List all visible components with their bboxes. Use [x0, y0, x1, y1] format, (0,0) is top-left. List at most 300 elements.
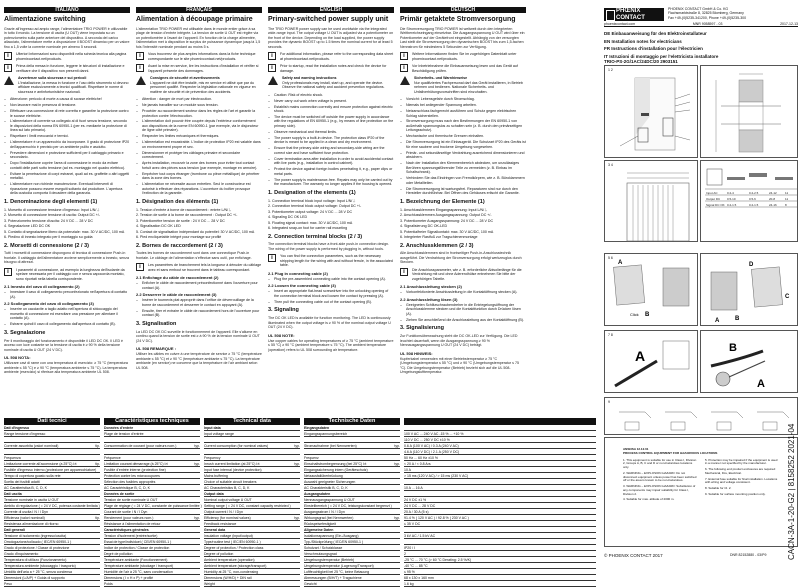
element-item: 4. Signalisation DC OK LED: [136, 224, 181, 229]
info-note: [268, 254, 394, 267]
svg-text:A: A: [635, 348, 646, 364]
element-item: 3. Potenziometro tensione d'uscita: 24 V DC ... 28 V DC: [4, 218, 93, 223]
warning-title: Avvertenze sulla sicurezza e sui pericoli: [18, 76, 87, 81]
row-typ: typ.: [394, 516, 400, 520]
table-value-cell: 4.6 A (110 V DC) / 2.1 A (250 V DC): [404, 449, 596, 455]
ul-item: 3. WARNING – EXPLOSION HAZARD: Substitution of any components may impair suitability for Class I, Division 2.: [623, 484, 696, 496]
figure-dismounting: [700, 253, 798, 326]
language-header: ENGLISH: [268, 7, 394, 13]
row-label: Caractéristiques générales: [104, 528, 149, 532]
row-label: Courant de sortie I N / I Dyn: [104, 510, 148, 514]
row-label: Einschaltstrombegrenzung (bei 25°C) I²t: [304, 462, 367, 466]
svg-text:0.2-4: 0.2-4: [727, 191, 734, 195]
info-note: [400, 64, 526, 73]
svg-text:20-8: 20-8: [769, 197, 776, 201]
row-label: Ausgangsstrom I N / I Dyn: [304, 510, 345, 514]
safety-bullet: – Evitare la penetrazione di corpi estranei, quali ad es. graffette o altri oggetti metallici.: [4, 172, 130, 181]
section-heading: 2. Connection terminal blocks (2 / 3): [268, 233, 363, 240]
language-header: DEUTSCH: [400, 7, 526, 13]
side-view-drawing: [605, 161, 699, 243]
row-label: Ambient temperature (storage/transport): [204, 564, 267, 568]
row-label: Dati uscita: [4, 492, 22, 496]
safety-bullet: – Prevedere dimensioni e protezione sufficienti per il cablaggio primario e secondario.: [4, 151, 130, 160]
table-header: Caractéristiques techniques: [104, 418, 200, 425]
svg-text:0.2-1.5: 0.2-1.5: [727, 203, 737, 207]
row-typ: typ.: [294, 444, 300, 448]
figure-side-view: [604, 160, 698, 242]
row-label: Grado di protezione / Classe di protezione: [4, 546, 70, 550]
warning-body: L'appareil ne doit être installé, mis en service et utilisé que par du personnel qualifié. Respecter la législation nationale en vigueur en matière de sécurité et de prévention des accidents.: [150, 80, 256, 94]
ul-box-subtitle: PROCESS CONTROL EQUIPMENT FOR HAZARDOUS LOCATIONS: [623, 450, 718, 455]
info-icon: i: [268, 254, 276, 262]
svg-text:Click: Click: [630, 312, 639, 317]
info-icon: i: [4, 268, 12, 276]
section-title: Alimentazione switching: [4, 16, 86, 23]
info-note-text: Vor Inbetriebnahme die Einbauanweisung lesen und das Gerät auf Beschädigung prüfen.: [412, 64, 518, 73]
row-label: Choice of suitable circuit breakers: [204, 480, 257, 484]
row-label: Température ambiante (Fonctionnement): [104, 558, 168, 562]
info-note: [400, 52, 526, 61]
mnr-number: MNR 9058597 - 03: [692, 22, 723, 26]
svg-text:B: B: [729, 342, 737, 354]
row-label: Gewicht: [304, 582, 317, 586]
info-icon: i: [136, 52, 144, 60]
subsection-heading: 2.2 Anschlussleitung lösen (3): [400, 296, 458, 302]
dimensions-drawing: [701, 66, 799, 159]
row-label: Range tensione d'ingresso: [4, 432, 46, 436]
warning-body: L'installazione, la messa in funzione e l'uso dello strumento si devono affidare esclusivamente a tecnici qualificati. Rispettare le norme di sicurezza e antinfortunistiche nazionali.: [18, 80, 129, 94]
row-label: Dimensioni (L/A/P) + Guida di supporto: [4, 576, 65, 580]
svg-text:11: 11: [785, 191, 789, 195]
svg-text:24-16: 24-16: [769, 203, 777, 207]
row-label: Ausgangsdaten: [304, 492, 331, 496]
row-label: Limitation courant démarrage (à 25°C) I²t: [104, 462, 168, 466]
row-typ: typ.: [194, 444, 200, 448]
info-note: [136, 52, 262, 61]
warning-title: Safety and warning instructions: [282, 76, 337, 81]
warning-block: [268, 76, 394, 89]
ul-item: 8. Suitable for Cl. 2.: [705, 486, 732, 490]
product-name: TRIO-PS-2G/1AC/24DC/20 2903151: [604, 59, 678, 64]
info-icon: i: [136, 263, 144, 271]
figure-tag: 3 4: [608, 163, 613, 167]
row-label: Stromaufnahme (bei Nennwerten): [304, 444, 357, 448]
table-technical-data: [204, 418, 300, 587]
table-value-cell: 91.4 % ( 120 V AC ) / 92.8 % ( 230 V AC ): [404, 515, 596, 521]
row-typ: typ.: [194, 462, 200, 466]
row-label: Plage de tension d'entrée: [104, 432, 144, 436]
table-value-cell: 10 A: [404, 467, 596, 473]
column-deutsch: [400, 7, 526, 378]
svg-text:B: B: [735, 316, 740, 322]
svg-text:11: 11: [785, 197, 789, 201]
row-label: Ambito di regolazione ( = 24 V DC, potenza costante limitata ): [4, 504, 100, 508]
row-label: Degré de pollution: [104, 552, 133, 556]
info-note-text: Les paramètres de branchement tels la longueur à dénuder du câblage avec et sans embout se trouvent dans le tableau correspondant.: [148, 263, 262, 272]
safety-bullet: – Respecter les limites mécaniques et thermiques.: [136, 134, 262, 138]
section-heading: 1. Bezeichnung der Elemente (1): [400, 198, 485, 205]
device-front-drawing: [605, 66, 699, 159]
title-it: IT Istruzioni di montaggio per l'elettricista installatore: [604, 53, 719, 59]
row-label: Umgebungstemperatur (Betrieb): [304, 558, 355, 562]
table-value-cell: 1.6 kg: [404, 581, 596, 587]
info-note-text: I parametri di connessione, ad esempio la lunghezza dell'isolante da spelare necessaria per il cablaggio con e senza capocorda montato, sono riportati nella tabella corrispondente.: [16, 267, 125, 281]
section-heading: 2. Bornes de raccordement (2 / 3): [136, 242, 223, 249]
info-note: [4, 52, 130, 61]
safety-bullet: – Rispettare i limiti meccanici e termici.: [4, 134, 130, 138]
safety-bullet: – Dimensionner et protéger les câblages primaire et secondaire correctement.: [136, 151, 262, 160]
column-francais: [136, 7, 262, 373]
row-label: Tensione nominale in uscita U OUT: [4, 498, 59, 502]
safety-bullet: – Never carry out work when voltage is present.: [268, 99, 394, 103]
section-heading: 1. Désignation des éléments (1): [136, 198, 219, 205]
connection-parameters-table: [701, 161, 799, 216]
table-header: Technische Daten: [304, 418, 400, 425]
element-item: 6. Piedino di innesto integrato per il montaggio su guida: [4, 235, 93, 240]
section-paragraph: La LED DC OK DC surveille le fonctionnement de l'appareil. Elle s'allume en continu quand la tension de sortie est ≥ à 90 % de la tension nominale U OUT (24 V DC).: [136, 329, 260, 343]
warning-body: Nur qualifiziertes Fachpersonal darf das Gerät installieren, in Betrieb nehmen und bedienen. Nationale Sicherheits- und Unfallverhütungsvorschriften sind einzuhalten.: [414, 80, 523, 94]
intro-paragraph: Die Stromversorgung TRIO POWER ist weltweit durch den integrierten Weitbereichseingang einsetzbar. Die Ausgangsspannung U OUT wird über ein Potentiometer auf der Gerätefront eingestellt. Abhängig von der versorgten Last stellt die Stromversorgung den dynamischen BOOST bis zum 1,5-fachen Nennstrom für mindestens 5 Sekunden zur Verfügung.: [400, 26, 525, 49]
figure-derating: [604, 397, 798, 435]
info-note: [4, 64, 130, 73]
row-label: Consommation de courant (pour valeurs nom.): [104, 444, 177, 448]
table-technische-daten: [304, 418, 400, 587]
info-note: [4, 268, 130, 281]
row-label: Mains buffering: [204, 474, 228, 478]
row-label: Corrente assorbita (valori nominali): [4, 444, 59, 448]
row-label: Ambient temperature (operation): [204, 558, 255, 562]
safety-bullet: – Vorsicht: Lebensgefahr durch Stromschlag.: [400, 97, 526, 101]
warning-triangle-icon: [400, 76, 410, 85]
warning-triangle-icon: [4, 76, 14, 85]
row-label: Scelta dei fusibili adatti: [4, 480, 40, 484]
element-item: 2. Morsetto di connessione tensione di uscita: Output DC +/-: [4, 213, 100, 218]
info-icon: i: [4, 64, 12, 72]
figure-tag: 9: [608, 400, 610, 404]
element-item: 3. Potentiomètre tension de sortie : 24 V DC ... 28 V DC: [136, 218, 225, 223]
row-label: Frequency: [204, 456, 221, 460]
row-label: Essai de type/individuel ( CEI/EN 60950-1 ): [104, 540, 172, 544]
row-label: Umidità dell'aria a + 25 °C, senza condensa: [4, 570, 72, 574]
table-value-cell: > 15 ms (120 V AC) / > 15 ms (230 V AC): [404, 473, 596, 479]
info-icon: i: [400, 64, 408, 72]
row-label: Allgemeine Daten: [304, 528, 334, 532]
row-label: Inrush current limitation (at 25°C) I²t: [204, 462, 260, 466]
info-note-text: Vous trouverez de plus amples informations dans la fiche technique correspondante sur le site phoenixcontact.net/products.: [148, 52, 256, 61]
element-item: 4. Segnalazione LED DC OK: [4, 224, 51, 229]
ul-note-text: Utiliser les câbles en cuivre à une température de service ≥ 75 °C (température ambiante ≤ 55 °C) et ≥ 90 °C (température ambiante ≤ 75 °C). La température ambiante (en service) ne concerne que la température de l'air ambiant selon UL 508.: [136, 352, 262, 370]
row-typ: tip.: [95, 516, 100, 520]
company-address: PHOENIX CONTACT GmbH & Co. KG Flachsmarktstraße 8, 32825 Blomberg, Germany Fax +49-(0)5235-341200, Phone +49-(0)5235-300: [668, 7, 747, 20]
section-paragraph: Alle Anschlussklemmen sind in frontseitiger Push-in-Anschlusstechnik ausgeführt. Die Verdrahtung der Stromversorgung erfolgt werkzeuglos durch Stecken.: [400, 251, 522, 265]
table-header: [404, 418, 596, 425]
document-titles: [604, 31, 718, 62]
svg-text:B: B: [645, 312, 650, 318]
row-label: Dimensions (W/H/D) + DIN rail: [204, 576, 252, 580]
document-meta-line: [604, 22, 798, 27]
ul-item: 5. Protection may be impaired if the equipment is used in a manner not specified by the manufacturer.: [705, 457, 778, 466]
svg-text:A: A: [715, 318, 720, 324]
safety-bullet: – Effettuare una connessione di rete corretta e garantire la protezione contro le scosse elettriche.: [4, 109, 130, 118]
element-item: 2. Anschlussklemmen Ausgangsspannung: Output DC +/-: [400, 213, 492, 218]
row-label: Wirkungsgrad (bei Nennwerten): [304, 516, 354, 520]
title-fr: FR Instructions d'installation pour l'électricien: [604, 46, 703, 52]
title-en: EN Installation notes for electricians: [604, 38, 682, 44]
subsection-heading: 2.1 Enfichage du câble de raccordement (2): [136, 275, 219, 281]
safety-bullet: – L'alimentation est encastrable. L'indice de protection IP20 est valable dans un environnement propre et sec.: [136, 140, 262, 149]
column-italiano: [4, 7, 130, 378]
warning-block: [4, 76, 130, 94]
row-label: Umgebungstemperatur (Lagerung/Transport): [304, 564, 374, 568]
intro-paragraph: L'alimentation TRIO POWER est utilisable dans le monde entier grâce à sa plage de tension d'entrée intégrée. La tension de sortie U OUT est réglée via un potentiomètre à l'avant de l'appareil. En fonction de la charge alimentée, l'alimentation met à disposition le surplus de puissance dynamique jusqu'à 1,5 fois l'intensité nominale pendant au moins 5 s.: [136, 26, 261, 49]
info-note-text: For additional information, please refer to the corresponding data sheet at phoenixcontact.net/products.: [280, 52, 394, 61]
element-item: 6. Integrierter Rastfuß zur Tragschienenmontage: [400, 235, 478, 240]
row-label: Eingangsspannungsbereich: [304, 432, 348, 436]
ul-item: 1. This equipment is suitable for use in Class I, Division 2, Groups A, B, C and D or non-hazardous locations only.: [623, 457, 697, 469]
element-item: 2. Connection terminal block output voltage: Output DC +/-: [268, 204, 362, 209]
warning-text: [150, 76, 262, 94]
row-label: Peso: [4, 582, 12, 586]
warning-text: [18, 76, 130, 94]
ul-box-items: [623, 459, 779, 503]
warning-triangle-icon: [268, 76, 278, 85]
element-item: 6. Pied encliquetable intégré pour montage sur profilé: [136, 235, 222, 240]
website-link[interactable]: phoenixcontact.com: [604, 22, 636, 26]
row-label: Humidité de l'air à 25 °C, sans condensation: [104, 570, 173, 574]
info-icon: i: [268, 64, 276, 72]
row-label: Dati generali: [4, 528, 26, 532]
section-heading: 1. Denominazione degli elementi (1): [4, 198, 98, 205]
safety-bullet: – L'alimentation ne nécessite aucun entretien. Seul le constructeur est autorisé à effectuer des réparations. L'ouverture du boîtier provoque l'extinction de la garantie.: [136, 182, 262, 195]
info-icon: i: [400, 268, 408, 276]
section-paragraph: Zur Funktionsüberwachung steht die DC OK-LED zur Verfügung. Die LED leuchtet dauerhaft, wenn die Ausgangsspannung ≥ 90 % Nennausgangsspannung U OUT (24 V DC) beträgt.: [400, 334, 518, 348]
row-label: Dimensions ( l x H x P) + profilé: [104, 576, 154, 580]
table-value-cell: ≤ 35 V DC: [404, 521, 596, 527]
mounting-drawing: [605, 254, 699, 327]
warning-block: [400, 76, 526, 94]
row-label: Input fuse internal (device protection): [204, 468, 262, 472]
ul-note-text: Kupferkabel verwenden mit einer Betriebstemperatur ≥ 75 °C (Umgebungstemperatur ≤ 55 °C) und ≥ 90 °C (Umgebungstemperatur ≤ 75 °C). Die Umgebungstemperatur (Betrieb) bezieht sich auf die UL 508-Umgebungslufttemperatur.: [400, 356, 520, 375]
table-value-cell: -25 °C ... 70 °C (> 60 °C Derating: 2.5 %/K): [404, 557, 596, 563]
table-value-cell: 0.6 A (100 V AC) / 0.3 A (240 V AC): [404, 443, 596, 449]
section-paragraph: The DC OK LED is available for function monitoring. The LED is continuously illuminated when the output voltage is ≥ 90 % of the nominal output voltage U OUT (24 V DC).: [268, 316, 391, 330]
svg-text:24-12: 24-12: [769, 191, 777, 195]
language-header: ITALIANO: [4, 7, 130, 13]
figure-connection-table: [700, 160, 798, 242]
row-label: Tension de sortie nominale U OUT: [104, 498, 158, 502]
row-label: Weight: [204, 582, 215, 586]
safety-bullet: – Verhindern Sie das Eindringen von Fremdkörpern, wie z. B. Büroklammern oder Metallteilen.: [400, 176, 526, 185]
row-label: Input data: [204, 426, 221, 430]
section-heading: 1. Designation of the elements (1): [268, 189, 356, 196]
table-dati-tecnici: [4, 418, 100, 587]
row-label: Sélection des fusibles appropriés: [104, 480, 156, 484]
row-label: Nominal output voltage U OUT: [204, 498, 252, 502]
table-header: Technical data: [204, 418, 300, 425]
element-item: 4. Signaling DC OK LED: [268, 215, 308, 220]
figure-tag: 7 8: [608, 333, 613, 337]
subsection-heading: 2.2 Desserrer le câble de raccordement (3): [136, 292, 217, 298]
instruction-bullet: – Vorkonfektionierte Anschlussleitung in die Kontaktöffnung stecken (A).: [400, 290, 526, 294]
row-label: Dati d'ingresso: [4, 426, 30, 430]
row-label: Temperatura di utilizzo (Funzionamento): [4, 558, 67, 562]
row-label: Protection contre les microcoupures: [104, 474, 160, 478]
row-label: Efficienza (valori nominali): [4, 516, 45, 520]
footer-dnr: DNR 82152880 - 03/P9: [730, 553, 767, 557]
row-label: Degree of pollution: [204, 552, 234, 556]
row-label: AC Caratteristica B, C, D, K: [4, 486, 47, 490]
safety-bullet: – Cover termination area after installation in order to avoid accidental contact with live parts (e.g., installation in control cabinet).: [268, 157, 394, 166]
instruction-bullet: – Enficher le câble de raccordement préconfectionné dans l'ouverture pour contact (A).: [136, 281, 262, 290]
row-label: Output data: [204, 492, 224, 496]
row-label: Frequenz: [304, 456, 319, 460]
ul-note-text: Utilizzare cavi di rame con una temperatura di esercizio: ≥ 75 °C (temperatura ambiente ≤ 55 °C) e ≥ 90 °C (temperatura ambiente ≤ 75 °C). La temperatura ambiente (esercizio) si riferisce alla temperatura ambiente UL 508.: [4, 361, 128, 375]
svg-text:Signal DC OK: Signal DC OK: [706, 203, 725, 207]
row-label: Typ-/Stückprüfung ( IEC/EN 60950-1 ): [304, 540, 364, 544]
safety-bullet: – Attention : danger de mort par électrocution.: [136, 97, 262, 101]
info-note: [136, 64, 262, 73]
safety-bullet: – Primär- und sekundärseitige Verdrahtung ausreichend dimensionieren und absichern.: [400, 151, 526, 160]
section-title: Primär getaktete Stromversorgung: [400, 16, 516, 23]
instruction-bullet: – Plug the pre-assembled connecting cable into the contact opening (A).: [268, 277, 394, 281]
safety-bullet: – Nach der Installation den Klemmenbereich abdecken, um unzulässiges Berühren spannungsführender Teile zu vermeiden (z. B. Einbau im Schaltschrank).: [400, 161, 526, 174]
figure-release-cable: [700, 330, 798, 393]
svg-text:Input AC: Input AC: [706, 191, 718, 195]
safety-bullet: – Establish mains connection correctly and ensure protection against electric shock.: [268, 105, 394, 114]
safety-bullet: – Niemals bei anliegender Spannung arbeiten.: [400, 103, 526, 107]
safety-bullet: – Attenzione: pericolo di morte a causa di scosse elettriche!: [4, 97, 130, 101]
svg-text:0.5-10: 0.5-10: [727, 197, 736, 201]
svg-text:Output DC: Output DC: [706, 197, 721, 201]
row-label: Omologazione/collaudo ( IEC/EN 60950-1 ): [4, 540, 72, 544]
row-label: Feedback resistance: [204, 522, 237, 526]
section-paragraph: Tutti i morsetti di connessione dispongono di tecnica di connessione Push-in frontale. Il cablaggio dell'alimentatore avviene semplicemente a innesto, senza bisogno di attrezzi.: [4, 251, 129, 265]
svg-text:D: D: [749, 262, 754, 268]
info-icon: i: [400, 52, 408, 60]
subsection-heading: 2.1 Plug in connecting cable (2): [268, 270, 328, 276]
element-item: 2. Tension de sortie à la borne de raccordement : Output DC +/-: [136, 213, 238, 218]
figure-tag: 5 6: [608, 256, 613, 260]
warning-text: [282, 76, 394, 89]
section-paragraph: Toutes les bornes de raccordement sont dans une connectique Push-in frontale. Le câblage de l'alimentation s'effectue sans outil, par enfichage.: [136, 251, 252, 260]
row-label: Current consumption (for nominal values): [204, 444, 269, 448]
table-value-cell: 2: [404, 551, 596, 557]
safety-bullet: – Protect the device against foreign bodies penetrating it, e.g., paper clips or metal parts.: [268, 167, 394, 176]
ul-note-title: UL 508 NOTE:: [268, 332, 295, 338]
row-typ: typ.: [394, 462, 400, 466]
figure-device-front: [604, 65, 698, 158]
row-label: Netzausfallüberbrückung: [304, 474, 343, 478]
row-label: Tensione di isolamento (ingresso/uscita): [4, 534, 67, 538]
row-typ: tip.: [95, 462, 100, 466]
warning-text: [414, 76, 526, 94]
instruction-bullet: – Estrarre quindi il cavo di collegamento dall'apertura di contatto (B).: [4, 322, 130, 326]
table-row: [104, 581, 200, 587]
intro-paragraph: Grazie all'ingresso ad ampio range, l'alimentatore TRIO POWER è utilizzabile in tutto il mondo. La tensione di uscita (U OUT) viene impostata su un potenziometro sulla parte anteriore del dispositivo. A seconda del carico allacciato, l'alimentatore mette a disposizione il BOOST dinamico per un valore fino a 1,5 volte la corrente nominale per almeno 5 secondi.: [4, 26, 130, 49]
row-label: Resistenza alimentazione di ritorno: [4, 522, 59, 526]
row-label: Résistance à l'alimentation de retour: [104, 522, 161, 526]
section-heading: 2. Anschlussklemmen (2 / 3): [400, 242, 474, 249]
instruction-bullet: – Then pull the connecting cable out of the contact opening (B).: [268, 300, 394, 304]
info-icon: i: [268, 52, 276, 60]
section-title: Alimentation à découpage primaire: [136, 16, 253, 23]
language-header: FRANÇAIS: [136, 7, 262, 13]
title-de: DE Einbauanweisung für den Elektroinstallateur: [604, 31, 707, 36]
table-value-cell: 24 V DC ±1 %: [404, 497, 596, 503]
instruction-bullet: – Geeigneten Schlitzschraubendreher in die Entriegelungsöffnung der Anschlussklemme stecken und die Kontaktfunktion durch Drücken lösen (A).: [400, 303, 526, 316]
ul-item: 2. WARNING – EXPLOSION HAZARD: Do not disconnect equipment unless power has been switched off or the area is known to be non-hazardous.: [623, 470, 697, 483]
row-label: Isolationsspannung (Ein-/Ausgang): [304, 534, 359, 538]
row-label: Output current I N / I Dyn: [204, 510, 243, 514]
safety-bullet: – Ne jamais travailler sur un module sous tension.: [136, 103, 262, 107]
intro-paragraph: The TRIO POWER power supply can be used worldwide via the integrated wide-range input. The output voltage U OUT is adjusted via a potentiometer on the front of the device. Depending on the load supplied, the power supply provides the dynamic BOOST up to 1.5 times the nominal current for at least 5 seconds.: [268, 26, 394, 49]
ul-item: 4. Suitable for max. altitude of 2000 m.: [623, 497, 675, 502]
element-item: 3. Potentiometer Ausgangsspannung: 24 V DC ... 28 V DC: [400, 218, 494, 223]
ul-note-title: UL 508 NOTA:: [4, 355, 31, 361]
table-row: [4, 581, 100, 587]
safety-bullet: – Netzanschluss fachgerecht ausführen und Schutz gegen elektrischen Schlag sicherstellen.: [400, 109, 526, 118]
svg-text:0.2-1.5: 0.2-1.5: [749, 203, 759, 207]
safety-bullet: – Après installation, recouvrir la zone des bornes pour éviter tout contact fortuit avec des pièces sous tension (par exemple, montage en armoire).: [136, 161, 262, 170]
instruction-bullet: – Ziehen Sie anschließend die Anschlussleitung aus der Kontaktöffnung (B).: [400, 318, 526, 322]
row-label: Degree of protection / Protection class: [204, 546, 264, 550]
svg-text:A: A: [757, 378, 765, 390]
instruction-bullet: – Insérer le tournevis plat approprié dans l'orifice de déverrouillage de la borne de raccordement et desserrer le contact en appuyant (A).: [136, 298, 262, 307]
row-label: Eingangsdaten: [304, 426, 330, 430]
row-typ: typ.: [194, 516, 200, 520]
info-note: [400, 268, 526, 281]
table-values: [404, 418, 596, 587]
warning-triangle-icon: [136, 76, 146, 85]
footer-copyright: © PHOENIX CONTACT 2017: [604, 553, 663, 558]
row-label: Setting range ( = 24 V DC, constant capacity restricted ): [204, 504, 291, 508]
warning-body: Only professionals may install, start up, and operate the device. Observe the national safety and accident prevention regulations.: [282, 80, 385, 90]
safety-bullet: – The device must be switched off outside the power supply in accordance with the regulations of EN 60950-1 (e.g., by means of line protection on the primary side).: [268, 115, 394, 128]
row-label: Données d'entrée: [104, 426, 134, 430]
row-label: Eingangssicherung intern (Geräteschutz): [304, 468, 368, 472]
row-typ: tip.: [95, 444, 100, 448]
release-cable-drawing: [701, 331, 799, 394]
section-heading: 2. Morsetti di connessione (2 / 3): [4, 242, 89, 249]
table-value-cell: 68 x 130 x 160 mm: [404, 575, 596, 581]
subsection-heading: 2.1 Anschlussleitung stecken (2): [400, 284, 462, 290]
row-label: Tempo di copertura guasto sulla rete: [4, 474, 61, 478]
row-label: Fusibile d'ingresso interno (protezione per apparecchiature): [4, 468, 97, 472]
info-note: [136, 263, 262, 272]
row-label: Luftfeuchtigkeit bei 25 °C, keine Betauung: [304, 570, 370, 574]
plug-cable-drawing: [605, 331, 699, 394]
safety-bullet: – The power supply is a built-in device. The protection class IP20 of the device is meant to be applied in a clean and dry environment.: [268, 136, 394, 145]
row-label: Température ambiante (stockage / transport): [104, 564, 174, 568]
safety-bullet: – L'alimentatore non richiede manutenzione. Eventuali interventi di riparazione possono essere eseguiti soltanto dal produttore. L'apertura della custodia comporta il decadere della garanzia.: [4, 182, 130, 195]
section-heading: 3. Signalisierung: [400, 325, 445, 332]
safety-bullet: – L'alimentatore di corrente va collegato al di fuori senza tensione, secondo le disposizioni della norma EN 60950-1 (per es. mediante la protezione di linea sul lato primario).: [4, 119, 130, 132]
safety-bullet: – Caution: Risk of electric shock.: [268, 93, 394, 97]
safety-bullet: – Die Stromversorgung ist wartungsfrei. Reparaturen sind nur durch den Hersteller durchführbar. Bei Öffnen des Gehäuses erlischt die Garantie.: [400, 187, 526, 196]
row-label: AC Characteristics B, C, D, K: [204, 486, 250, 490]
element-item: 1. Morsetto di connessione tensione d'ingresso: Input L/N/⏚: [4, 207, 100, 212]
warning-title: Consignes de sécurité et avertissements: [150, 76, 220, 81]
row-label: Humidity at 25 °C, non-condensing: [204, 570, 259, 574]
element-item: 1. Tension d'entrée à borne de raccordement : entrée L/N/⏚: [136, 207, 232, 212]
row-label: Insulation voltage (input/output): [204, 534, 253, 538]
section-paragraph: Per il monitoraggio del funzionamento è disponibile il LED DC OK. Il LED è acceso con luce costante se la tensione di uscita è ≥ 90 % della tensione nominale di uscita U OUT (24 V DC).: [4, 338, 124, 352]
safety-bullet: – Stromversorgung muss nach den Bestimmungen der EN 60950-1 von außerhalb spannungslos zu schalten sein (z. B. durch den primärseitigen Leitungsschutz).: [400, 119, 526, 132]
safety-bullet: – Ensure that the primary-side wiring and secondary-side wiring are the correct size and have sufficient fuse protection.: [268, 146, 394, 155]
ul-note-title: UL 508 HINWEIS:: [400, 350, 433, 356]
row-label: Temperatura ambiente (stoccaggio / trasporto): [4, 564, 76, 568]
warning-title: Sicherheits- und Warnhinweise: [414, 76, 468, 81]
